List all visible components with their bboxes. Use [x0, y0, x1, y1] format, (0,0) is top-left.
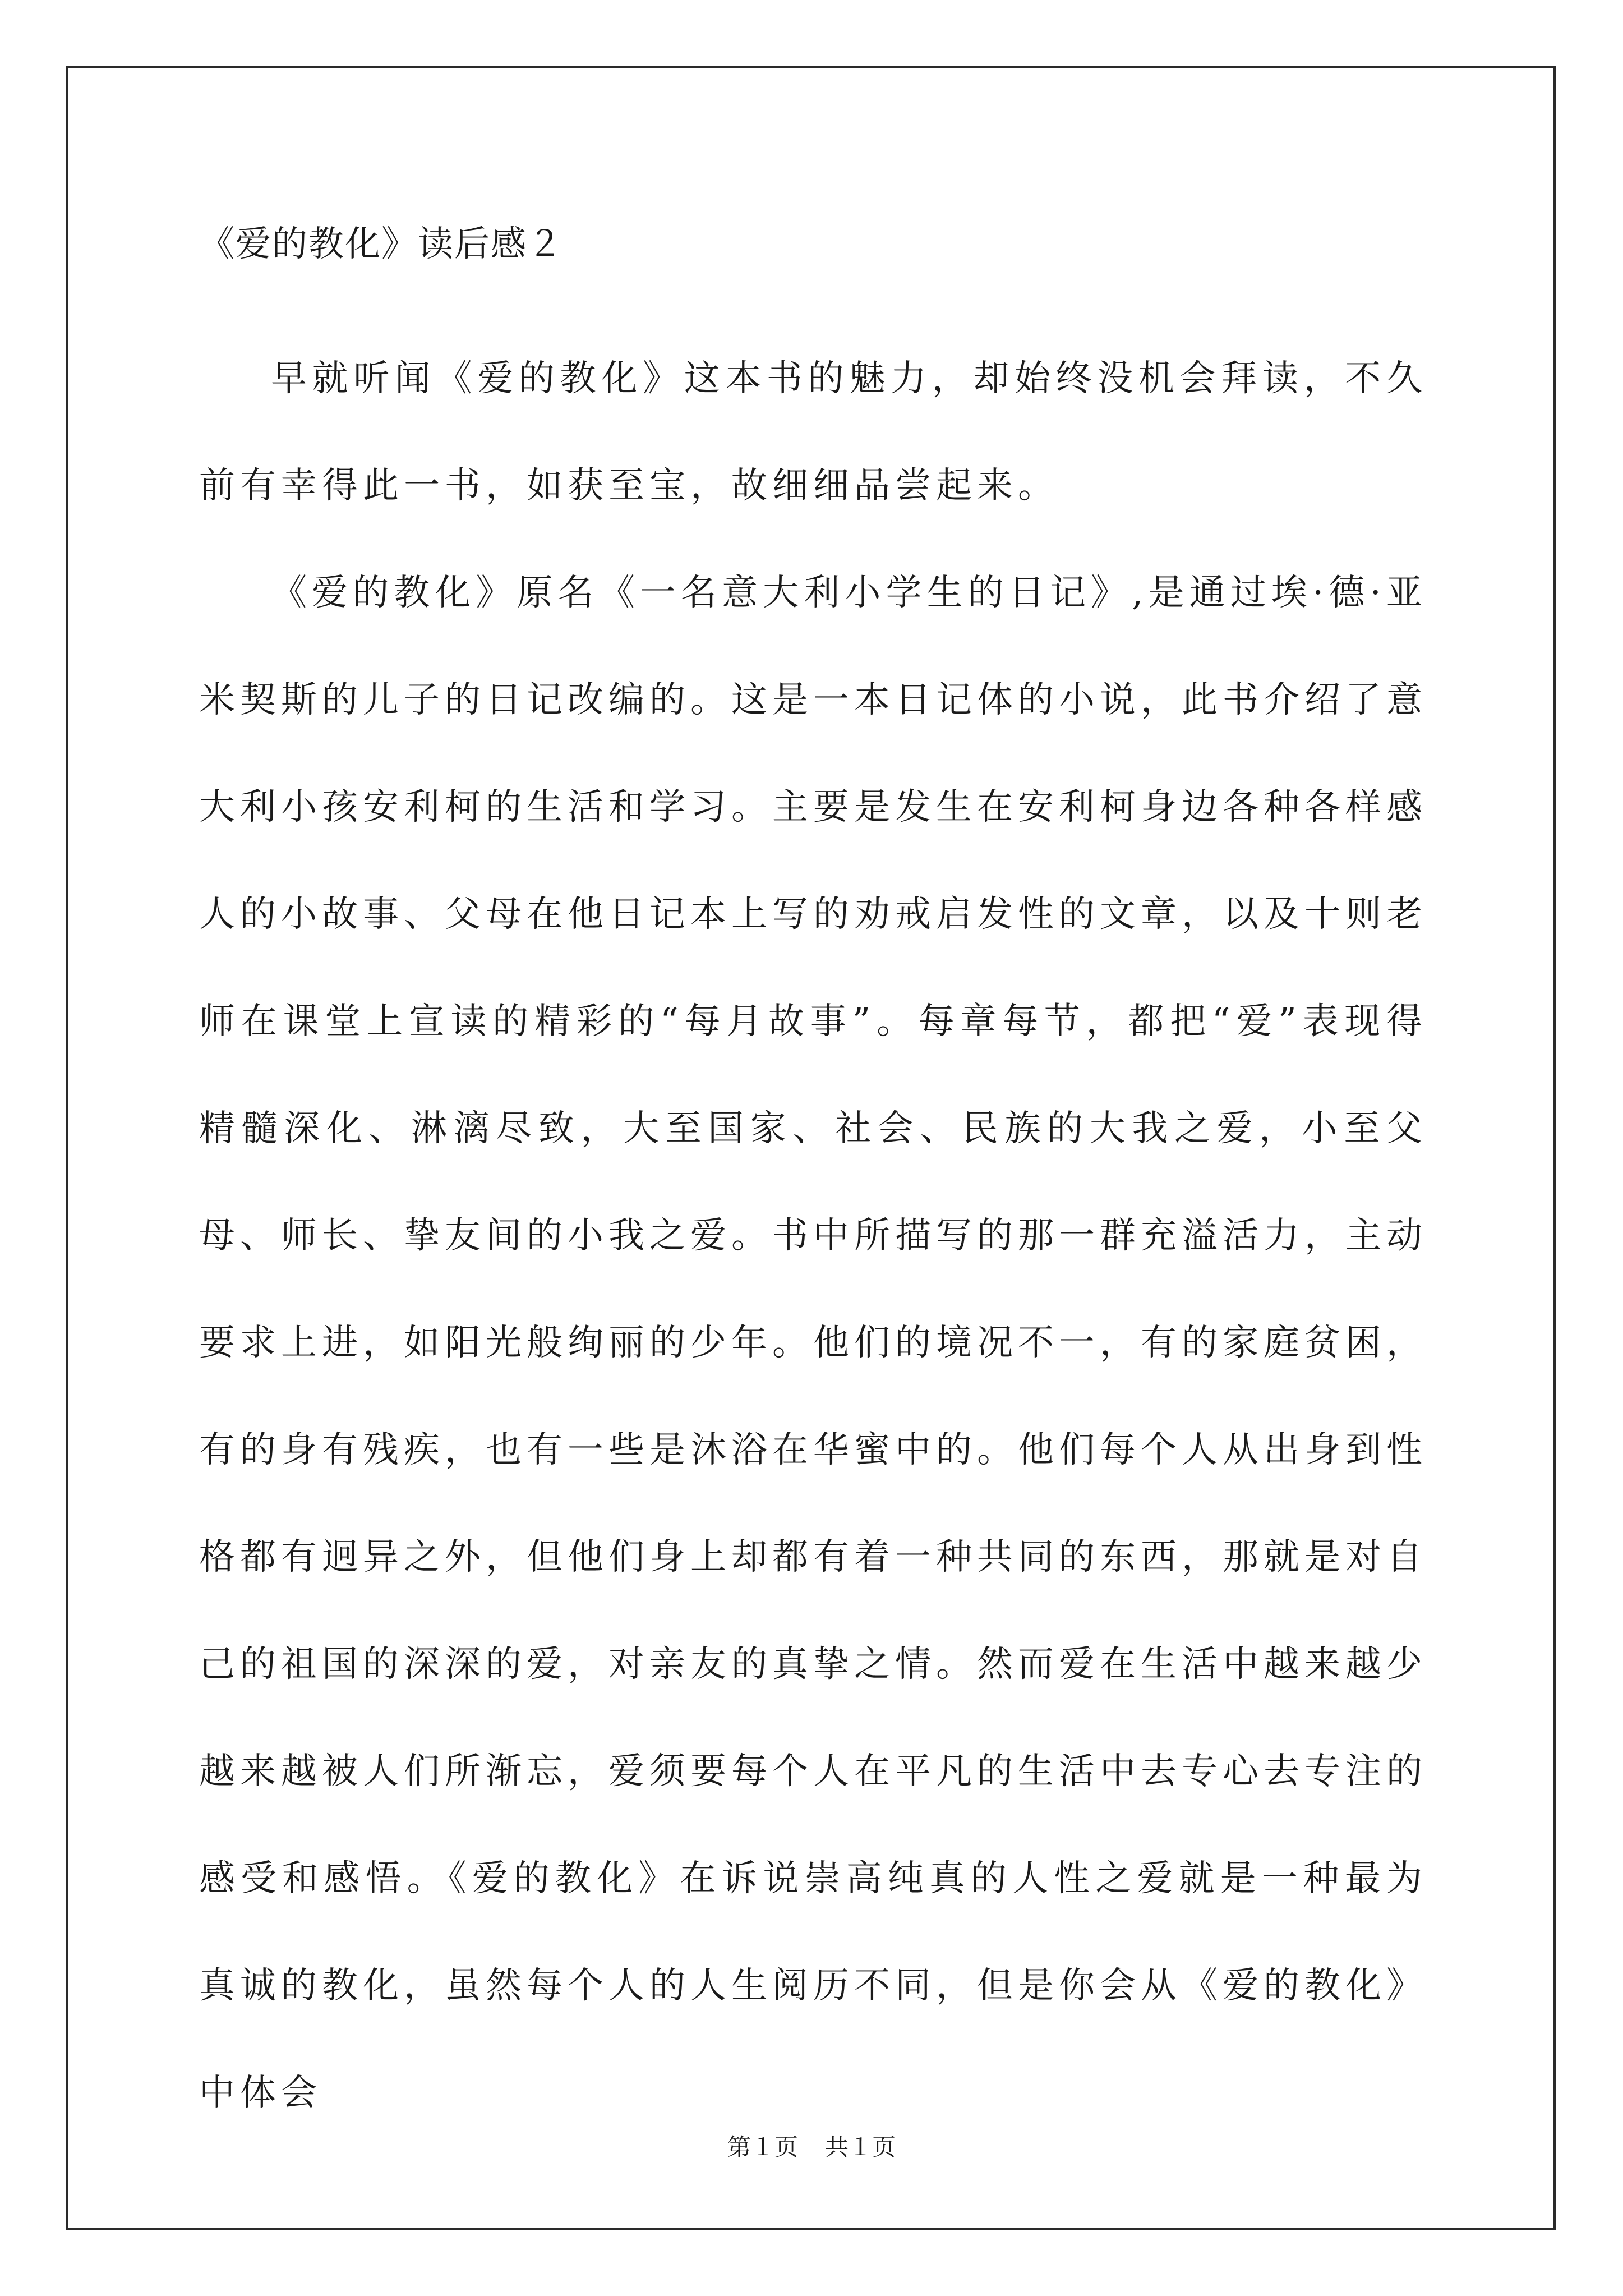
document-title: 《爱的教化》读后感２: [199, 223, 564, 264]
paragraph-1: 早就听闻《爱的教化》这本书的魅力，却始终没机会拜读，不久前有幸得此一书，如获至宝，故细细品尝起来。: [199, 358, 1427, 507]
paragraph-2: 《爱的教化》原名《一名意大利小学生的日记》,是通过埃·德·亚米契斯的儿子的日记改编的。这是一本日记体的小说，此书介绍了意大利小孩安利柯的生活和学习。主要是发生在安利柯身边各种各样感人的小故事、父母在他日记本上写的劝戒启发性的文章，以及十则老师在课堂上宣读的精彩的“每月故事”。每章每节，都把“爱”表现得精髓深化、淋漓尽致，大至国家、社会、民族的大我之爱，小至父母、师长、挚友间的小我之爱。书中所描写的那一群充溢活力，主动要求上进，如阳光般绚丽的少年。他们的境况不一，有的家庭贫困，有的身有残疾，也有一些是沐浴在华蜜中的。他们每个人从出身到性格都有迥异之外，但他们身上却都有着一种共同的东西，那就是对自己的祖国的深深的爱，对亲友的真挚之情。然而爱在生活中越来越少越来越被人们所渐忘，爱须要每个人在平凡的生活中去专心去专注的感受和感悟。《爱的教化》在诉说崇高纯真的人性之爱就是一种最为真诚的教化，虽然每个人的人生阅历不同，但是你会从《爱的教化》中体会: [199, 572, 1427, 2114]
page-total: 共１页: [825, 2133, 896, 2161]
document-body: [199, 325, 1427, 2147]
page-number: 第１页: [727, 2133, 798, 2161]
page-footer: [0, 2131, 1623, 2164]
